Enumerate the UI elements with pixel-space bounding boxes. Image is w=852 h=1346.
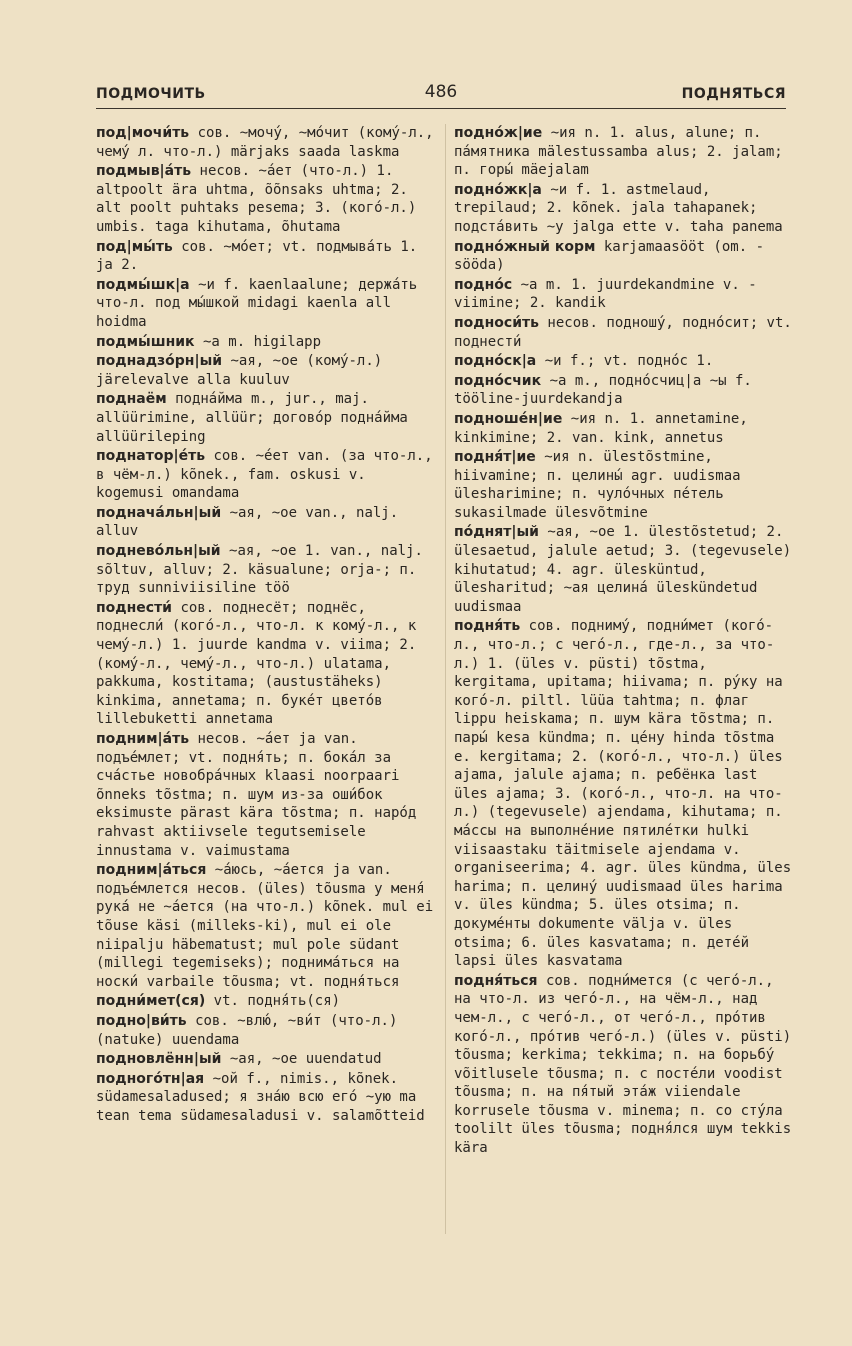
header-last-word: ПОДНЯТЬСЯ xyxy=(681,86,786,102)
headword: подно́с xyxy=(454,276,513,293)
definition: ~ой f., nimis., kõnek. südamesaladused; я зна́ю всю его́ ~ую ma tean tema südamesaladusi v. salamõtteid xyxy=(96,1070,425,1124)
headword: поднача́льн|ый xyxy=(96,504,222,521)
dictionary-entry xyxy=(454,352,794,371)
headword: под|мочи́ть xyxy=(96,125,190,141)
dictionary-entry xyxy=(96,162,436,236)
definition: сов. подниму́, подни́мет (кого́-л., что-л.; с чего́-л., где-л., за что-л.) 1. (üles v. püsti) tõstma, kergitama, upitama; hiivama; п. ру́ку на кого́-л. piltl. lüüa tahtma; п. флаг lippu heiskama; п. шум kära tõstma; п. пары́ kesa kündma; п. це́ну hinda tõstma e. kergitama; 2. (кого́-л., что-л.) üles ajama, jalule ajama; п. ребёнка last üles ajama; 3. (кого́-л., что-л. на что-л.) (tegevusele) ajendama, kihutama; п. ма́ссы на выполне́ние пятиле́тки hulki viisaastaku täitmisele ajendama v. organiseerima; 4. agr. üles kündma, üles harima; п. целину́ uudismaad üles harima v. üles kündma; 5. üles otsima; п. докуме́нты dokumente välja v. üles otsima; 6. üles kasvatama; п. дете́й lapsi üles kasvatama xyxy=(454,618,792,970)
definition: ~а m., подно́счиц|а ~ы f. tööline-juurdekandja xyxy=(454,372,752,408)
definition: сов. ~е́ет van. (за что-л., в чём-л.) kõnek., fam. oskusi v. kogemusi omandama xyxy=(96,448,433,502)
dictionary-entry xyxy=(454,410,794,447)
headword: поднаём xyxy=(96,391,167,408)
definition: ~ия n. ülestõstmine, hiivamine; п. целины́ agr. uudismaa ülesharimine; п. чуло́чных пе́тель sukasilmade ülesvõtmine xyxy=(454,449,741,521)
definition: ~а m. 1. juurdekandmine v. -viimine; 2. kandik xyxy=(454,276,757,312)
dictionary-entry xyxy=(454,372,794,409)
definition: ~ая, ~ое van., nalj. alluv xyxy=(96,504,399,540)
dictionary-entry xyxy=(96,333,436,352)
header-first-word: ПОДМОЧИТЬ xyxy=(96,86,206,102)
headword: подно́жный корм xyxy=(454,238,596,255)
definition: ~и f. 1. astmelaud, trepilaud; 2. kõnek. jala tahapanek; подста́вить ~у jalga ette v. taha panema xyxy=(454,181,783,235)
definition: несов. подношу́, подно́сит; vt. поднести́ xyxy=(454,314,792,350)
dictionary-entry xyxy=(454,124,794,180)
headword: подня́т|ие xyxy=(454,449,536,466)
headword: подно́жк|а xyxy=(454,181,542,198)
left-column xyxy=(96,124,436,1125)
headword: подня́ть xyxy=(454,618,521,635)
headword: подно|ви́ть xyxy=(96,1012,187,1029)
dictionary-entry xyxy=(96,861,436,991)
definition: ~а m. higilapp xyxy=(203,333,322,350)
page-header xyxy=(96,80,786,109)
dictionary-entry xyxy=(96,1012,436,1049)
dictionary-entry xyxy=(96,124,436,161)
page-number: 486 xyxy=(424,82,458,102)
right-column xyxy=(454,124,794,1159)
definition: несов. ~а́ет (что-л.) 1. altpoolt ära uhtma, õõnsaks uhtma; 2. alt poolt puhtaks pesema; 3. (кого́-л.) umbis. taga kihutama, õhutama xyxy=(96,163,417,235)
headword: подно́ск|а xyxy=(454,353,537,370)
dictionary-entry xyxy=(454,276,794,313)
definition: karjamaasööt (om. -sööda) xyxy=(454,238,765,274)
headword: поднести́ xyxy=(96,599,172,616)
headword: подноси́ть xyxy=(454,314,539,331)
dictionary-entry xyxy=(96,352,436,389)
definition: несов. ~а́ет ja van. подъе́млет; vt. подня́ть; п. бока́л за сча́стье новобра́чных klaasi noorpaari õnneks tõstma; п. шум из-за оши́бок eksimuste pärast kära tõstma; п. наро́д rahvast aktiivsele tegutsemisele innustama v. vaimustama xyxy=(96,731,417,859)
headword: подноше́н|ие xyxy=(454,410,563,427)
headword: под|мы́ть xyxy=(96,238,173,255)
definition: vt. подня́ть(ся) xyxy=(213,993,341,1010)
headword: подного́тн|ая xyxy=(96,1070,205,1087)
headword: подним|а́ться xyxy=(96,862,207,879)
dictionary-entry xyxy=(96,447,436,503)
dictionary-entry xyxy=(454,523,794,616)
dictionary-entry xyxy=(96,542,436,598)
definition: сов. поднесёт; поднёс, поднесли́ (кого́-л., что-л. к кому́-л., к чему́-л.) 1. juurde kandma v. viima; 2. (кому́-л., чему́-л., что-л.) ulatama, pakkuma, kostitama; (austustäheks) kinkima, annetama; п. буке́т цвето́в lillebuketti annetama xyxy=(96,599,417,728)
headword: подни́мет(ся) xyxy=(96,993,206,1010)
headword: подмы́шк|а xyxy=(96,276,190,293)
definition: ~и f. kaenlaalune; держа́ть что-л. под мы́шкой midagi kaenla all hoidma xyxy=(96,276,418,330)
column-divider xyxy=(445,124,446,1234)
headword: подмыв|а́ть xyxy=(96,163,192,180)
definition: ~ия n. 1. annetamine, kinkimine; 2. van. kink, annetus xyxy=(454,410,748,446)
dictionary-entry xyxy=(96,992,436,1011)
dictionary-entry xyxy=(96,504,436,541)
dictionary-entry xyxy=(96,599,436,729)
definition: ~ая, ~ое 1. ülestõstetud; 2. ülesaetud, jalule aetud; 3. (tegevusele) kihutatud; 4. agr. ülesküntud, ülesharitud; ~ая целина́ üleskündetud uudismaa xyxy=(454,524,792,615)
definition: ~и f.; vt. подно́с 1. xyxy=(544,353,714,370)
headword: поднадзо́рн|ый xyxy=(96,353,223,370)
definition: ~ая, ~ое 1. van., nalj. sõltuv, alluv; 2. käsualune; orja-; п. труд sunniviisiline töö xyxy=(96,543,423,597)
headword: подмы́шник xyxy=(96,333,195,350)
dictionary-entry xyxy=(96,1070,436,1126)
definition: ~ая, ~ое uuendatud xyxy=(229,1051,382,1068)
headword: поднево́льн|ый xyxy=(96,543,221,560)
headword: подно́ж|ие xyxy=(454,125,543,141)
definition: ~а́юсь, ~а́ется ja van. подъе́млется несов. (üles) tõusma у меня́ рука́ не ~а́ется (на что-л.) kõnek. mul ei tõuse käsi (milleks-ki), mul ei ole niipalju häbematust; mul pole südant (millegi tegemiseks); поднима́ться на носки́ varbaile tõusma; vt. подня́ться xyxy=(96,862,434,990)
dictionary-entry xyxy=(96,238,436,275)
definition: ~ая, ~ое (кому́-л.) järelevalve alla kuuluv xyxy=(96,353,383,388)
headword: подновлённ|ый xyxy=(96,1051,222,1068)
headword: подним|а́ть xyxy=(96,731,190,747)
headword: по́днят|ый xyxy=(454,524,539,541)
definition: ~ия n. 1. alus, alune; п. па́мятника mälestussamba alus; 2. jalam; п. горы́ mäejalam xyxy=(454,125,783,179)
dictionary-entry xyxy=(96,1050,436,1069)
dictionary-entry xyxy=(96,730,436,860)
headword: подно́счик xyxy=(454,372,542,389)
definition: сов. подни́мется (с чего́-л., на что-л. из чего́-л., на чём-л., над чем-л., с чего́-л., от чего́-л., про́тив кого́-л., про́тив чего́-л.) (üles v. püsti) tõusma; kerkima; tekkima; п. на борьбу́ võitlusele tõusma; п. с посте́ли voodist tõusma; п. на пя́тый эта́ж viiendale korrusele tõusma v. minema; п. со сту́ла toolilt üles tõusma; подня́лся шум tekkis kära xyxy=(454,972,792,1157)
dictionary-entry xyxy=(454,448,794,522)
definition: сов. ~мо́ет; vt. подмыва́ть 1. ja 2. xyxy=(96,238,418,274)
headword: поднатор|е́ть xyxy=(96,448,206,465)
dictionary-entry xyxy=(96,390,436,446)
dictionary-entry xyxy=(454,238,794,275)
dictionary-entry xyxy=(454,314,794,351)
headword: подня́ться xyxy=(454,972,538,989)
definition: подна́йма m., jur., maj. allüürimine, allüür; догово́р подна́йма allüürileping xyxy=(96,391,408,445)
definition: сов. ~влю́, ~ви́т (что-л.) (natuke) uuendama xyxy=(96,1012,398,1048)
definition: сов. ~мочу́, ~мо́чит (кому́-л., чему́ л. что-л.) märjaks saada laskma xyxy=(96,125,434,160)
dictionary-entry xyxy=(454,617,794,970)
dictionary-entry xyxy=(454,972,794,1158)
dictionary-entry xyxy=(454,181,794,237)
dictionary-entry xyxy=(96,276,436,332)
